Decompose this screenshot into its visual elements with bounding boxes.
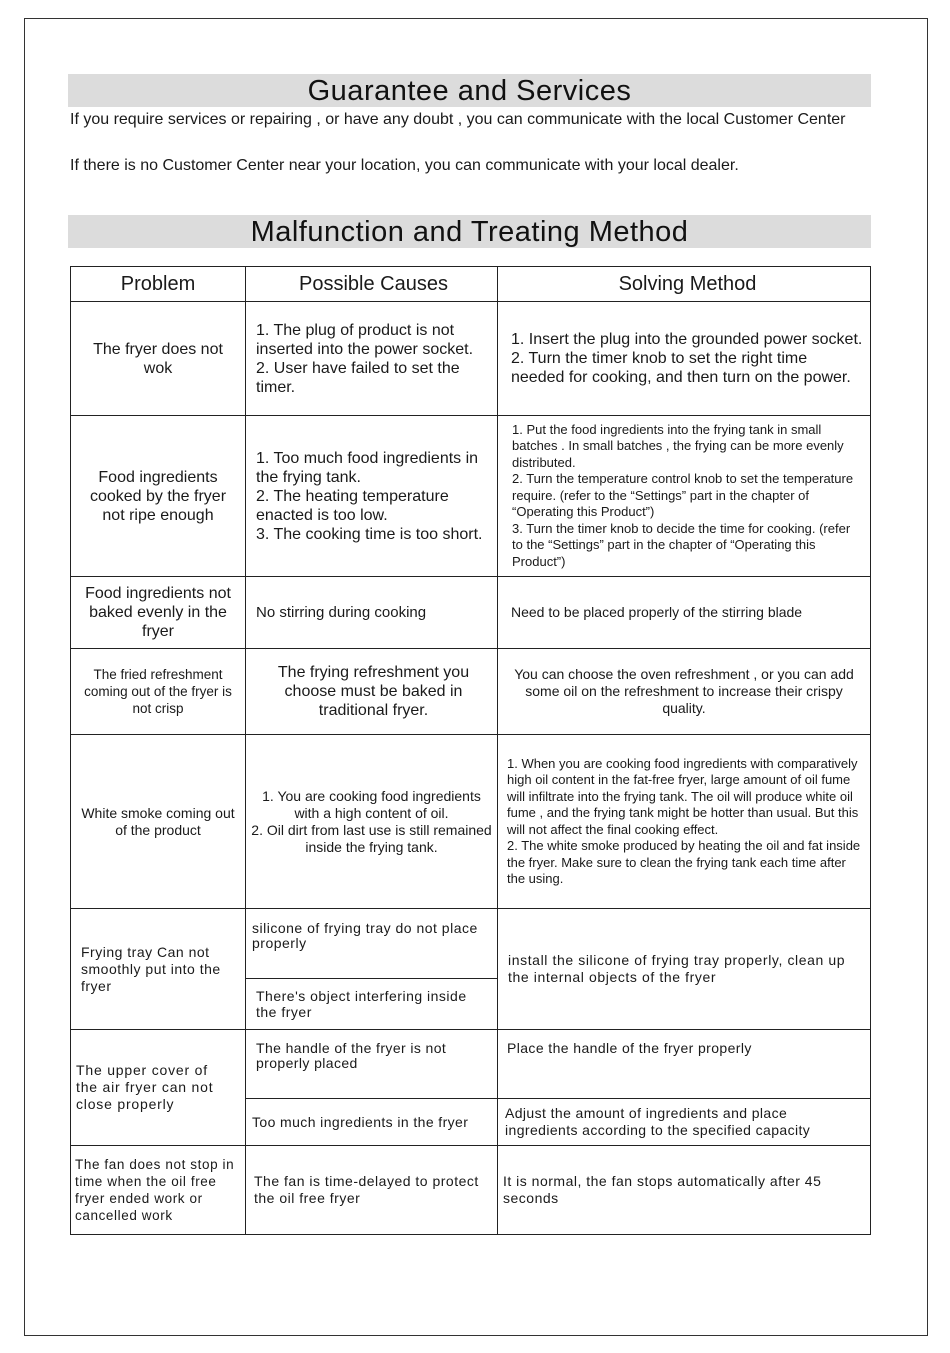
solution-cell: Adjust the amount of ingredients and place ingredients according to the specified capacity	[497, 1098, 871, 1146]
guarantee-text-line1: If you require services or repairing , or have any doubt , you can communicate with the local Customer Center	[70, 111, 846, 128]
guarantee-title-bar	[68, 74, 871, 107]
malfunction-title-bar	[68, 215, 871, 248]
problem-cell: The fan does not stop in time when the oil free fryer ended work or cancelled work	[70, 1145, 246, 1235]
problem-cell: White smoke coming out of the product	[70, 734, 246, 909]
cause-cell: silicone of frying tray do not place properly	[245, 908, 498, 979]
solution-cell: Place the handle of the fryer properly	[497, 1029, 871, 1099]
solution-cell: 1. Insert the plug into the grounded power socket. 2. Turn the timer knob to set the right time needed for cooking, and then turn on the power.	[497, 301, 871, 416]
problem-cell: The fryer does not wok	[70, 301, 246, 416]
header-problem: Problem	[70, 266, 246, 302]
cause-cell: 1. Too much food ingredients in the frying tank. 2. The heating temperature enacted is too low. 3. The cooking time is too short.	[245, 415, 498, 577]
solution-cell: 1. When you are cooking food ingredients with comparatively high oil content in the fat-free fryer, large amount of oil fume will infiltrate into the frying tank. The oil will produce white oil fume , and the frying tank might be hotter than usual. But this will not affect the final cooking effect. 2. The white smoke produced by heating the oil and fat inside the fryer. Make sure to clean the frying tank each time after the using.	[497, 734, 871, 909]
solution-cell: install the silicone of frying tray properly, clean up the internal objects of the fryer	[497, 908, 871, 1030]
solution-cell: Need to be placed properly of the stirring blade	[497, 576, 871, 649]
guarantee-text-line2: If there is no Customer Center near your location, you can communicate with your local dealer.	[70, 157, 739, 174]
cause-cell: The frying refreshment you choose must be baked in traditional fryer.	[245, 648, 498, 735]
cause-cell: 1. The plug of product is not inserted into the power socket. 2. User have failed to set the timer.	[245, 301, 498, 416]
solution-cell: You can choose the oven refreshment , or you can add some oil on the refreshment to increase their crispy quality.	[497, 648, 871, 735]
problem-cell: The fried refreshment coming out of the fryer is not crisp	[70, 648, 246, 735]
malfunction-title: Malfunction and Treating Method	[250, 216, 689, 248]
cause-cell: There's object interfering inside the fryer	[245, 978, 498, 1030]
problem-cell: Food ingredients cooked by the fryer not ripe enough	[70, 415, 246, 577]
header-solving: Solving Method	[497, 266, 871, 302]
cause-cell: Too much ingredients in the fryer	[245, 1098, 498, 1146]
solution-cell: 1. Put the food ingredients into the frying tank in small batches . In small batches , the frying can be more evenly distributed. 2. Turn the temperature control knob to set the temperature require. (refer to the “Settings” part in the chapter of “Operating this Product”) 3. Turn the timer knob to decide the time for cooking. (refer to the “Settings” part in the chapter of “Operating this Product”)	[497, 415, 871, 577]
problem-cell: Frying tray Can not smoothly put into the fryer	[70, 908, 246, 1030]
cause-cell: The fan is time-delayed to protect the oil free fryer	[245, 1145, 498, 1235]
problem-cell: The upper cover of the air fryer can not close properly	[70, 1029, 246, 1146]
guarantee-title: Guarantee and Services	[307, 75, 632, 107]
solution-cell: It is normal, the fan stops automatically after 45 seconds	[497, 1145, 871, 1235]
cause-cell: The handle of the fryer is not properly placed	[245, 1029, 498, 1099]
malfunction-table	[70, 266, 871, 1235]
header-causes: Possible Causes	[245, 266, 498, 302]
problem-cell: Food ingredients not baked evenly in the fryer	[70, 576, 246, 649]
cause-cell: No stirring during cooking	[245, 576, 498, 649]
cause-cell: 1. You are cooking food ingredients with a high content of oil. 2. Oil dirt from last use is still remained inside the frying tank.	[245, 734, 498, 909]
